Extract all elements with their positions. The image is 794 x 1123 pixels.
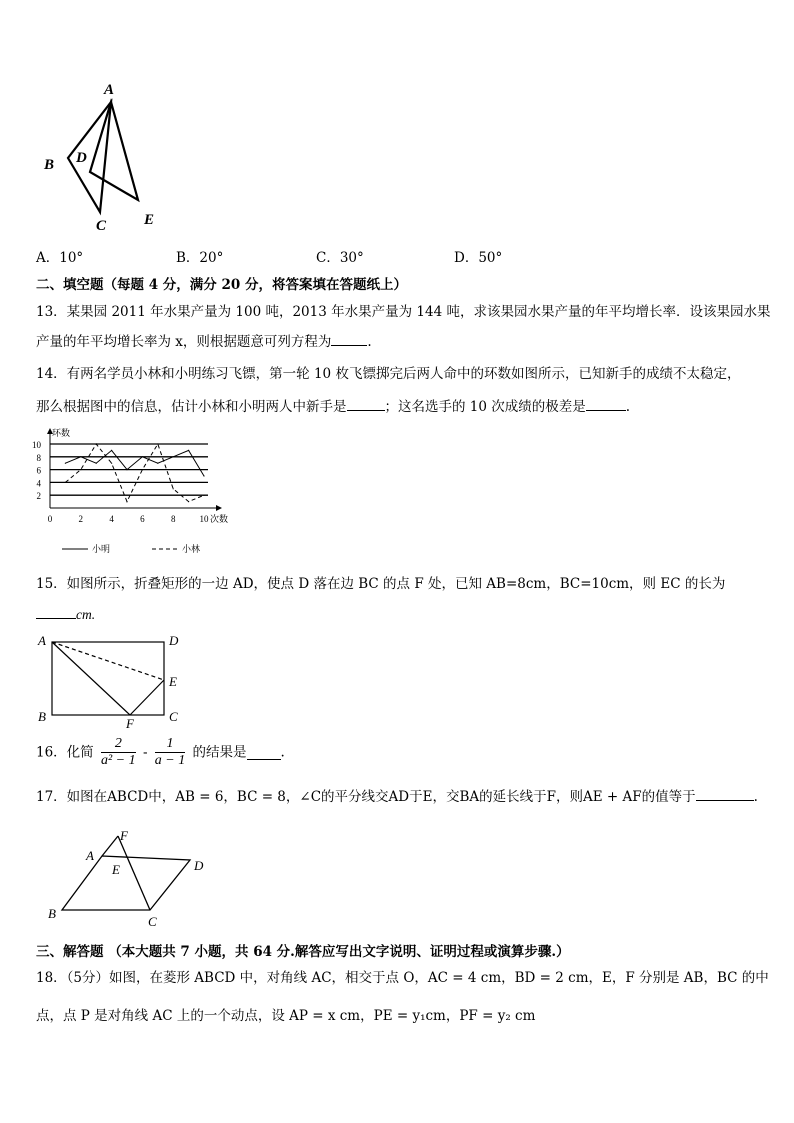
label-F: F xyxy=(126,716,134,731)
q12-option-a: A．10° xyxy=(36,250,84,266)
q14-blank-2 xyxy=(586,396,626,411)
q18-line2: 点，点 P 是对角线 AC 上的一个动点，设 AP = x cm，PE = y₁cm，PF = y₂ cm xyxy=(36,1008,536,1024)
label-D: D xyxy=(194,858,204,873)
data-point xyxy=(126,469,127,470)
label-A: A xyxy=(38,633,46,648)
section2-title: 二、填空题（每题 4 分，满分 20 分，将答案填在答题纸上） xyxy=(36,277,407,293)
legend-label-xiaoming: 小明 xyxy=(92,544,111,554)
triangle-ade xyxy=(90,102,138,200)
data-point xyxy=(65,482,66,483)
q17-figure xyxy=(40,826,220,930)
label-C: C xyxy=(96,218,107,234)
q16-answer-blank xyxy=(247,745,281,760)
x-tick-label-2: 2 xyxy=(78,514,84,524)
data-point xyxy=(96,463,97,464)
fraction-2-over-a2-1: $\frac{2}{\text{a² − 1}}$ xyxy=(100,736,136,768)
q15-figure xyxy=(30,628,200,734)
q15-line1: 15．如图所示，折叠矩形的一边 AD，使点 D 落在边 BC 的点 F 处，已知 AB=8cm，BC=10cm，则 EC 的长为 xyxy=(36,576,726,592)
label-B: B xyxy=(38,709,46,724)
label-D: D xyxy=(169,633,179,648)
q15-line2: cm. xyxy=(36,604,95,625)
q15-answer-blank xyxy=(36,604,76,619)
data-point xyxy=(157,463,158,464)
data-point xyxy=(96,443,97,444)
y-tick-label-10: 10 xyxy=(32,440,41,450)
x-axis-title: 次数 xyxy=(210,514,229,524)
segment-fe xyxy=(130,680,164,715)
data-point xyxy=(188,450,189,451)
data-point xyxy=(203,475,204,476)
q14-blank-1 xyxy=(347,396,385,411)
y-tick-label-8: 8 xyxy=(36,452,41,463)
q12-figure xyxy=(40,80,180,240)
data-point xyxy=(111,463,112,464)
line-cf xyxy=(118,836,150,910)
q14-line1: 14．有两名学员小林和小明练习飞镖，第一轮 10 枚飞镖掷完后两人命中的环数如图所示，已知新手的成绩不太稳定， xyxy=(36,366,741,382)
y-tick-label-4: 4 xyxy=(36,478,41,489)
q16-line: 16．化简 $\frac{2}{\text{a² − 1}}$ - $\frac{1}{a - 1}$ 的结果是 . xyxy=(36,736,285,768)
label-F: F xyxy=(120,828,128,843)
data-point xyxy=(126,501,127,502)
rectangle-abcd xyxy=(52,642,164,715)
label-E: E xyxy=(169,674,177,689)
data-point xyxy=(142,469,143,470)
data-point xyxy=(80,456,81,457)
label-E: E xyxy=(112,862,120,877)
segment-af xyxy=(52,642,130,715)
x-tick-label-6: 6 xyxy=(140,514,145,524)
x-tick-label-0: 0 xyxy=(47,514,53,524)
section3-title: 三、解答题 （本大题共 7 小题，共 64 分.解答应写出文字说明、证明过程或演算步骤.） xyxy=(36,944,570,960)
q12-option-d: D．50° xyxy=(454,250,503,266)
data-point xyxy=(65,463,66,464)
label-E: E xyxy=(144,212,155,228)
data-point xyxy=(142,456,143,457)
x-tick-label-8: 8 xyxy=(170,514,176,524)
label-D: D xyxy=(76,150,87,166)
q17-answer-blank xyxy=(696,786,754,801)
q12-option-b: B．20° xyxy=(176,250,224,266)
label-C: C xyxy=(148,914,157,929)
q12-option-c: C．30° xyxy=(316,250,364,266)
y-axis-title: 环数 xyxy=(52,428,71,438)
data-point xyxy=(173,488,174,489)
q18-line1: 18．（5分）如图，在菱形 ABCD 中，对角线 AC，相交于点 O，AC = 4 cm，BD = 2 cm，E，F 分别是 AB，BC 的中 xyxy=(36,970,769,986)
y-tick-label-6: 6 xyxy=(36,465,41,476)
triangle-abc xyxy=(68,102,111,212)
data-point xyxy=(203,495,204,496)
y-tick-label-2: 2 xyxy=(36,491,41,502)
q17-line: 17．如图在ABCD中，AB = 6，BC = 8，∠C的平分线交AD于E，交BA的延长线于F，则AE + AF的值等于 . xyxy=(36,786,758,807)
label-A: A xyxy=(104,82,115,98)
label-B: B xyxy=(48,906,56,921)
q13-answer-blank xyxy=(331,331,367,346)
data-point xyxy=(111,450,112,451)
x-axis-arrow xyxy=(216,505,222,511)
series-line-xiaoming xyxy=(65,450,204,476)
fraction-1-over-a-1: $\frac{1}{a - 1}$ xyxy=(154,736,186,768)
label-C: C xyxy=(169,709,178,724)
q14-line-chart xyxy=(30,422,260,562)
data-point xyxy=(188,501,189,502)
line-af-extension xyxy=(102,836,118,856)
segment-ae-dashed xyxy=(52,642,164,680)
data-point xyxy=(173,456,174,457)
q14-line2: 那么根据图中的信息，估计小林和小明两人中新手是 ；这名选手的 10 次成绩的极差是 . xyxy=(36,396,630,417)
parallelogram-abcd xyxy=(62,856,190,910)
data-point xyxy=(80,469,81,470)
q13-line2: 产量的年平均增长率为 x，则根据题意可列方程为 . xyxy=(36,331,372,352)
label-B: B xyxy=(44,157,55,173)
x-tick-label-10: 10 xyxy=(199,514,209,524)
q13-line1: 13．某果园 2011 年水果产量为 100 吨，2013 年水果产量为 144 吨，求该果园水果产量的年平均增长率．设该果园水果 xyxy=(36,304,771,320)
label-A: A xyxy=(86,848,94,863)
data-point xyxy=(157,443,158,444)
legend-label-xiaolin: 小林 xyxy=(182,544,201,554)
x-tick-label-4: 4 xyxy=(109,514,114,524)
